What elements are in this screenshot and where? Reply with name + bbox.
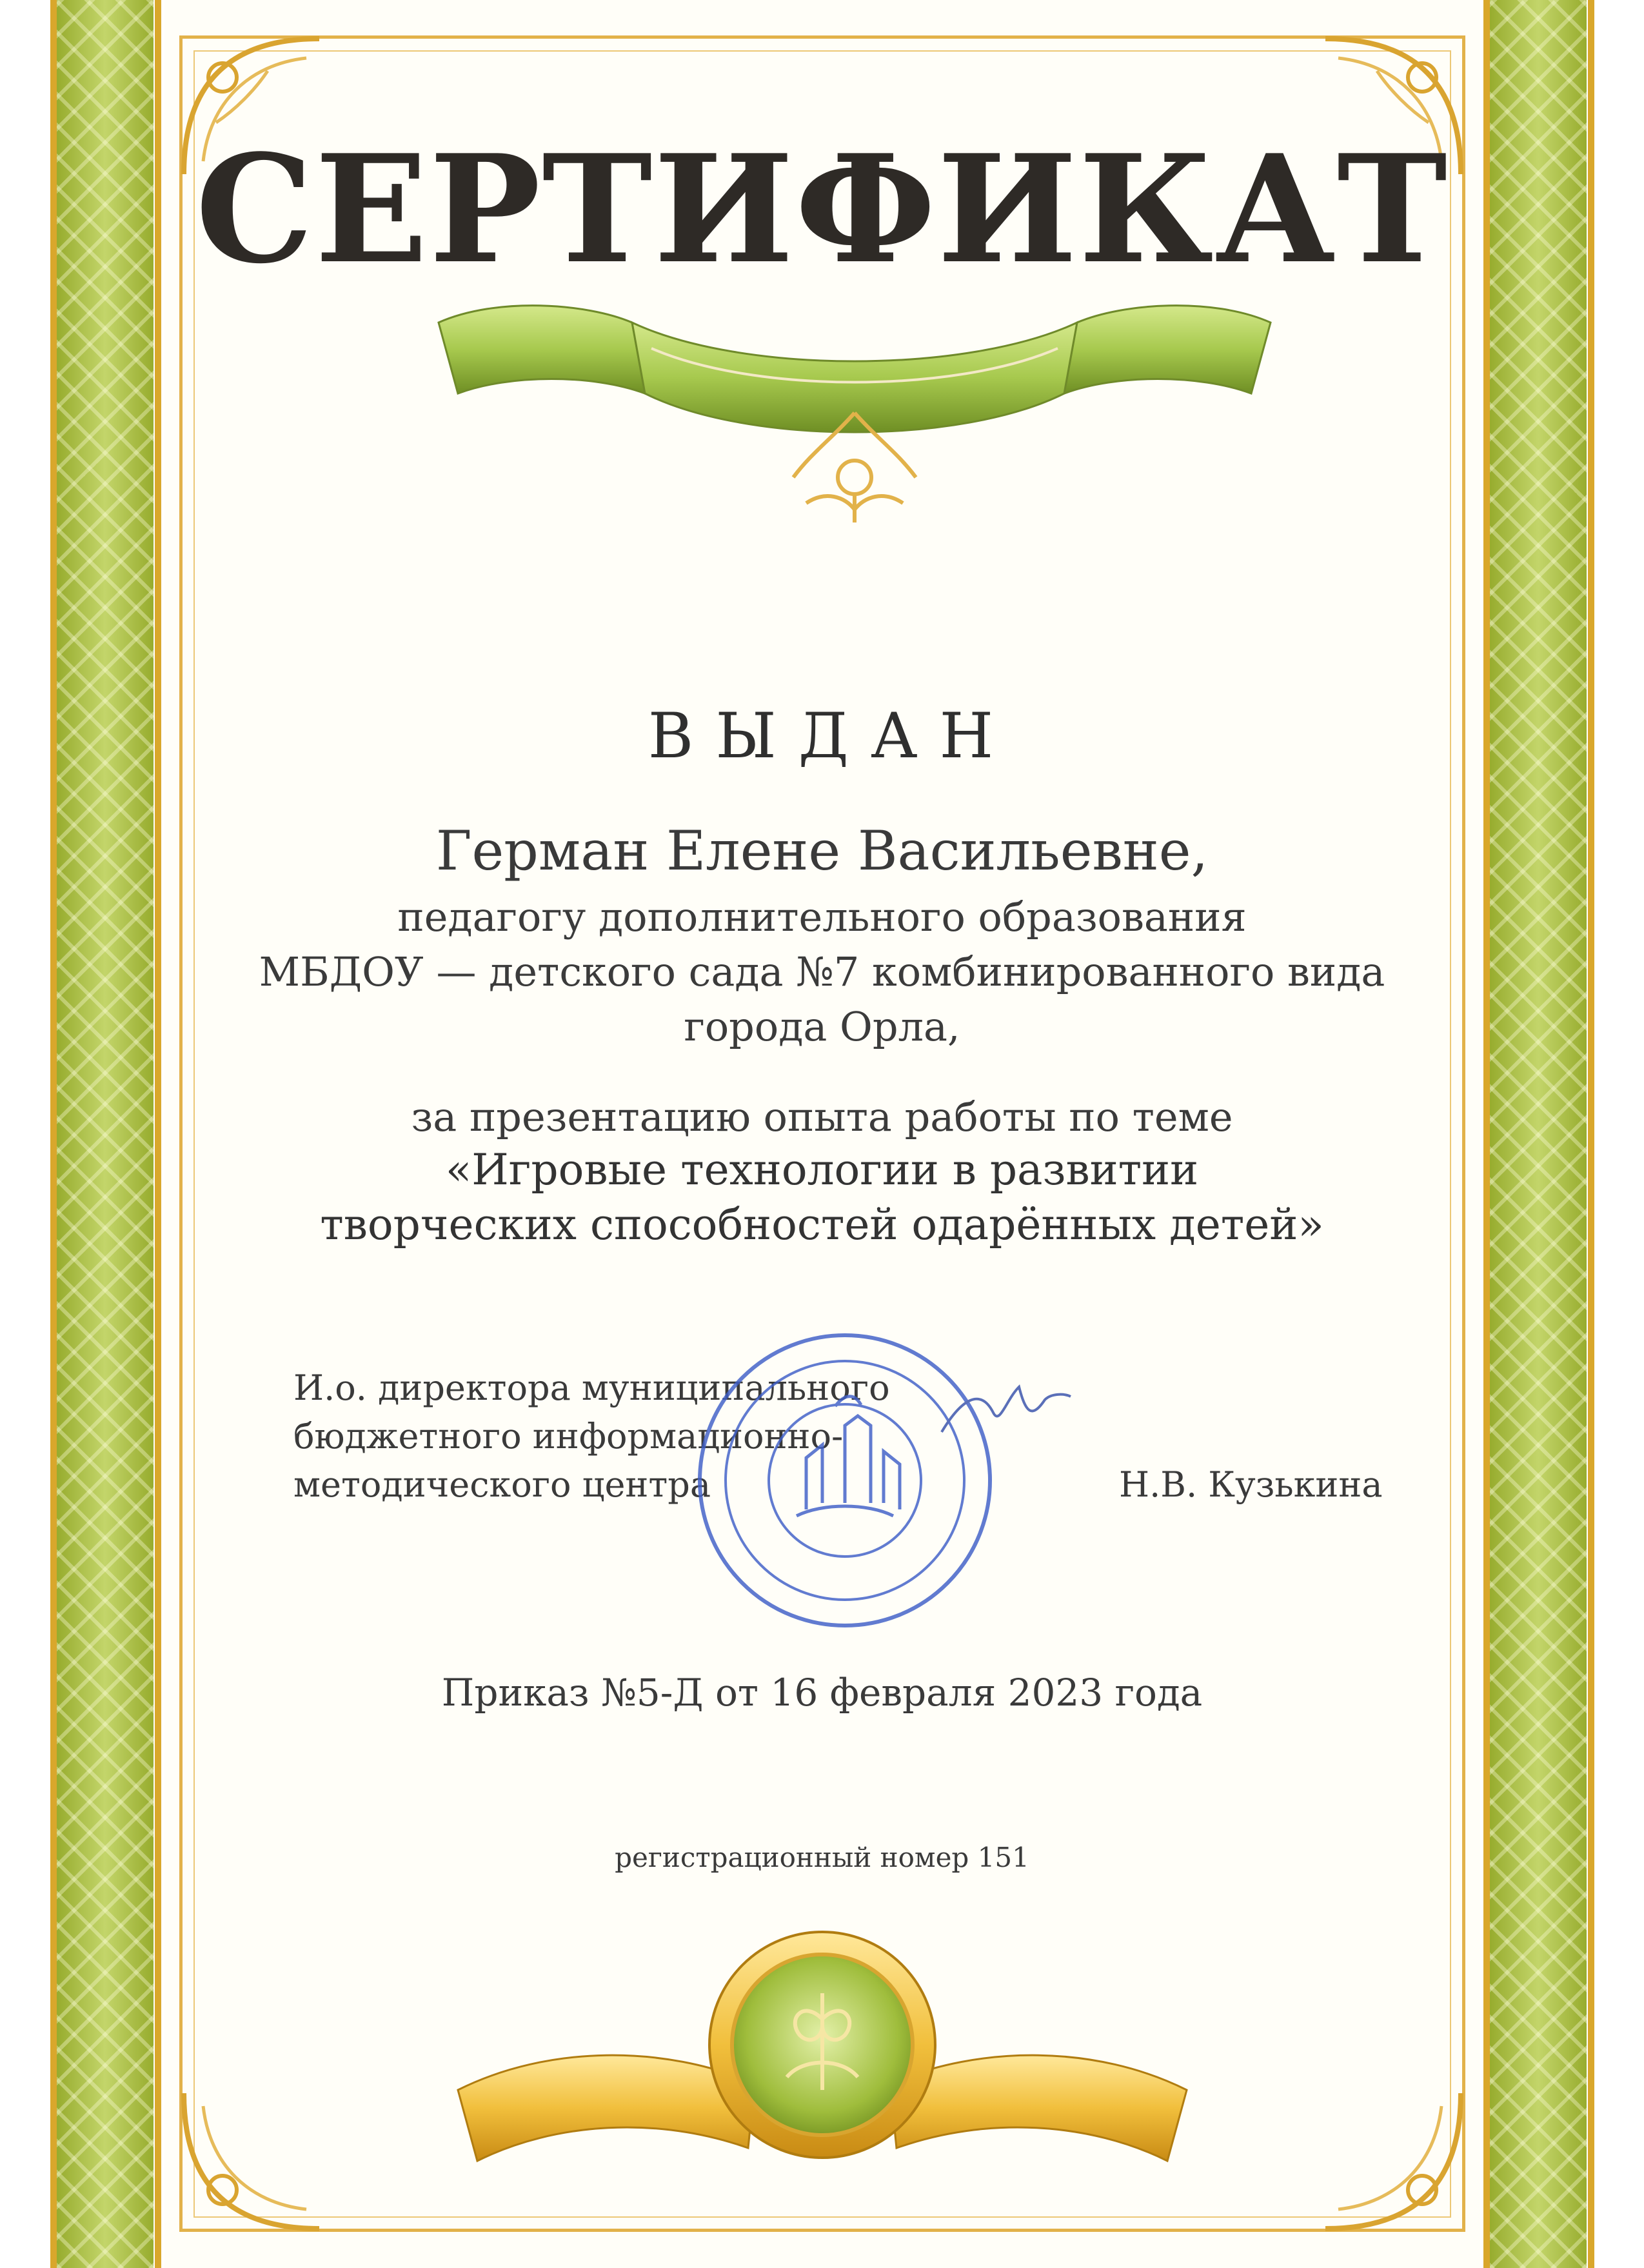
signatory-name: Н.В. Кузькина [1119,1464,1383,1505]
reason-line: за презентацию опыта работы по теме [411,1093,1233,1140]
registration-number: регистрационный номер 151 [615,1842,1029,1873]
order-line: Приказ №5-Д от 16 февраля 2023 года [441,1671,1203,1715]
signatory-line-3: методического центра [293,1464,711,1505]
ribbon-ornament [419,284,1290,529]
position-line-3: города Орла, [684,1003,960,1050]
corner-ornament-bottom-right [1312,2080,1467,2235]
signatory-line-1: И.о. директора муниципального [293,1368,890,1408]
recipient-name: Герман Елене Васильевне, [435,819,1209,882]
topic-line-1: «Игровые технологии в развитии [445,1145,1199,1195]
signature [935,1374,1077,1451]
medal-ornament [451,1922,1193,2193]
topic-line-2: творческих способностей одарённых детей» [320,1200,1324,1249]
corner-ornament-bottom-left [177,2080,332,2235]
position-line-2: МБДОУ — детского сада №7 комбинированного вида [259,948,1385,995]
issued-label: ВЫДАН [648,700,1016,772]
certificate-title: СЕРТИФИКАТ [195,123,1449,297]
signatory-line-2: бюджетного информационно- [293,1416,844,1457]
position-line-1: педагогу дополнительного образования [397,893,1247,940]
